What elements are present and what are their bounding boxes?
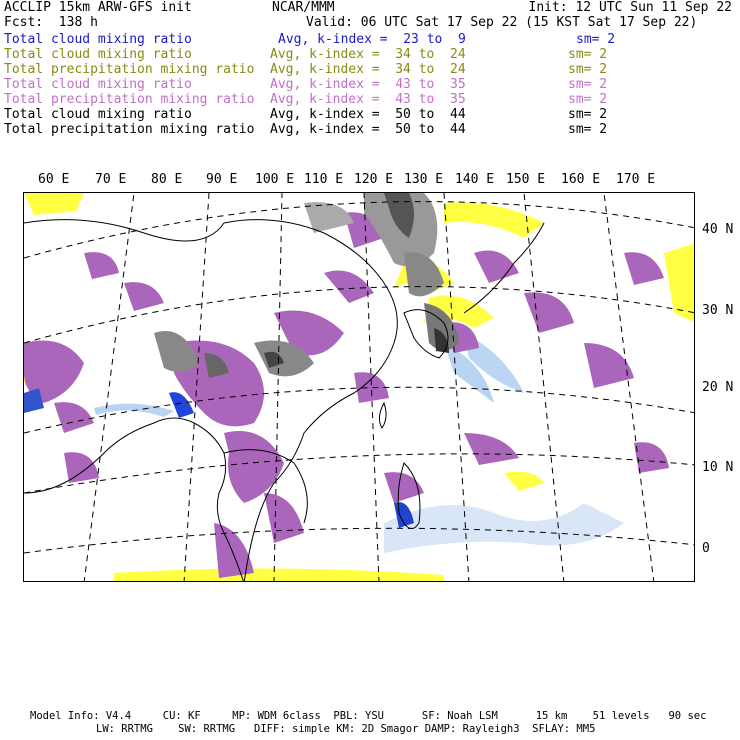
layer-smoothing: sm= 2 xyxy=(568,122,608,137)
layer-k-index: Avg, k-index = 43 to 35 xyxy=(270,92,466,107)
lon-label: 170 E xyxy=(616,172,656,187)
footer-physics: LW: RRTMG SW: RRTMG DIFF: simple KM: 2D Smagor DAMP: Rayleigh3 SFLAY: MM5 xyxy=(96,723,596,735)
lon-label: 130 E xyxy=(404,172,444,187)
layer-smoothing: sm= 2 xyxy=(568,107,608,122)
lon-label: 70 E xyxy=(95,172,127,187)
layer-label: Total cloud mixing ratio xyxy=(4,107,192,122)
valid-time: Valid: 06 UTC Sat 17 Sep 22 (15 KST Sat 17 Sep 22) xyxy=(306,15,698,30)
layer-k-index: Avg, k-index = 34 to 24 xyxy=(270,62,466,77)
lon-label: 80 E xyxy=(151,172,183,187)
org-title: NCAR/MMM xyxy=(272,0,335,15)
layer-smoothing: sm= 2 xyxy=(568,62,608,77)
footer-model-info: Model Info: V4.4 CU: KF MP: WDM 6class PBL: YSU SF: Noah LSM 15 km 51 levels 90 sec xyxy=(30,710,707,722)
layer-label: Total cloud mixing ratio xyxy=(4,47,192,62)
lon-label: 120 E xyxy=(354,172,394,187)
layer-smoothing: sm= 2 xyxy=(568,47,608,62)
model-title: ACCLIP 15km ARW-GFS init xyxy=(4,0,192,15)
layer-smoothing: sm= 2 xyxy=(576,32,616,47)
forecast-hour: Fcst: 138 h xyxy=(4,15,98,30)
forecast-map xyxy=(23,192,695,582)
layer-smoothing: sm= 2 xyxy=(568,77,608,92)
layer-label: Total precipitation mixing ratio xyxy=(4,92,255,107)
layer-k-index: Avg, k-index = 50 to 44 xyxy=(270,107,466,122)
lat-label: 40 N xyxy=(702,222,734,237)
layer-label: Total precipitation mixing ratio xyxy=(4,122,255,137)
lon-label: 150 E xyxy=(506,172,546,187)
lat-label: 10 N xyxy=(702,460,734,475)
lon-label: 140 E xyxy=(455,172,495,187)
lon-label: 160 E xyxy=(561,172,601,187)
map-canvas xyxy=(24,193,695,582)
lon-label: 110 E xyxy=(304,172,344,187)
layer-label: Total cloud mixing ratio xyxy=(4,32,192,47)
layer-k-index: Avg, k-index = 34 to 24 xyxy=(270,47,466,62)
lon-label: 100 E xyxy=(255,172,295,187)
init-time: Init: 12 UTC Sun 11 Sep 22 xyxy=(528,0,732,15)
lat-label: 0 xyxy=(702,541,710,556)
layer-smoothing: sm= 2 xyxy=(568,92,608,107)
layer-label: Total precipitation mixing ratio xyxy=(4,62,255,77)
lon-label: 90 E xyxy=(206,172,238,187)
layer-k-index: Avg, k-index = 43 to 35 xyxy=(270,77,466,92)
lat-label: 20 N xyxy=(702,380,734,395)
cloud-fields xyxy=(24,193,695,582)
lat-label: 30 N xyxy=(702,303,734,318)
layer-k-index: Avg, k-index = 23 to 9 xyxy=(278,32,466,47)
layer-k-index: Avg, k-index = 50 to 44 xyxy=(270,122,466,137)
lon-label: 60 E xyxy=(38,172,70,187)
layer-label: Total cloud mixing ratio xyxy=(4,77,192,92)
